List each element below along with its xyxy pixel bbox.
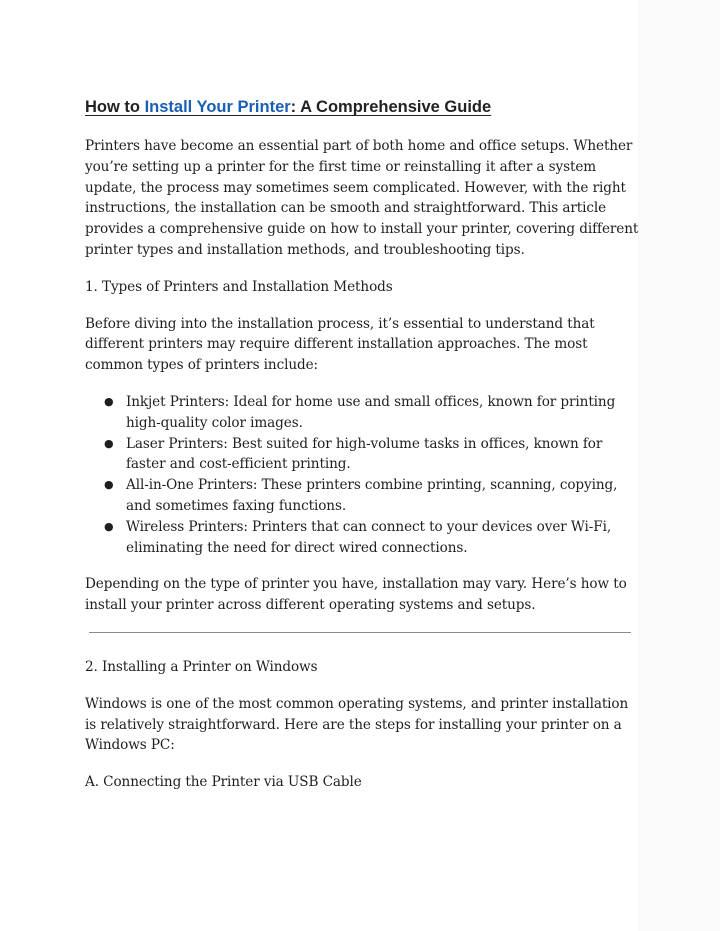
section-1-outro: Depending on the type of printer you have, installation may vary. Here’s how to install your printer across different operating systems and setups. [85,576,627,614]
section-1-heading: 1. Types of Printers and Installation Methods [85,278,393,295]
bullet-icon: ● [104,436,114,450]
list-item [85,392,640,434]
intro-paragraph: Printers have become an essential part of both home and office setups. Whether you’re setting up a printer for the first time or reinstalling it after a system update, the process may sometimes seem complicated. However, with the right instructions, the installation can be smooth and straightforward. This article provides a comprehensive guide on how to install your printer, covering different printer types and installation methods, and troubleshooting tips. [85,138,639,258]
horizontal-divider [89,632,631,633]
section-2-intro: Windows is one of the most common operating systems, and printer installation is relatively straightforward. Here are the steps for installing your printer on a Windows PC: [85,695,629,754]
bullet-icon: ● [104,519,114,533]
subsection-a-heading: A. Connecting the Printer via USB Cable [85,774,362,791]
list-item-text: Inkjet Printers: Ideal for home use and small offices, known for printing high-quality color images. [126,393,616,431]
section-2-heading: 2. Installing a Printer on Windows [85,658,318,675]
printer-types-list [85,392,640,558]
page-title [85,96,640,118]
list-item [85,475,640,517]
list-item [85,517,640,559]
bullet-icon: ● [104,394,114,408]
bullet-icon: ● [104,478,114,492]
title-prefix: How to [85,98,145,116]
list-item-text: All-in-One Printers: These printers combine printing, scanning, copying, and sometimes faxing functions. [126,477,618,514]
install-printer-link[interactable]: Install Your Printer [144,98,291,116]
title-suffix: : A Comprehensive Guide [290,98,492,116]
document-body [85,96,640,809]
page-margin-shade [638,0,720,931]
section-1-intro: Before diving into the installation process, it’s essential to understand that different printers may require different installation approaches. The most common types of printers include: [85,315,595,374]
list-item-text: Wireless Printers: Printers that can connect to your devices over Wi-Fi, eliminating the need for direct wired connections. [126,518,612,556]
list-item [85,434,640,476]
list-item-text: Laser Printers: Best suited for high-volume tasks in offices, known for faster and cost-efficient printing. [126,435,603,473]
